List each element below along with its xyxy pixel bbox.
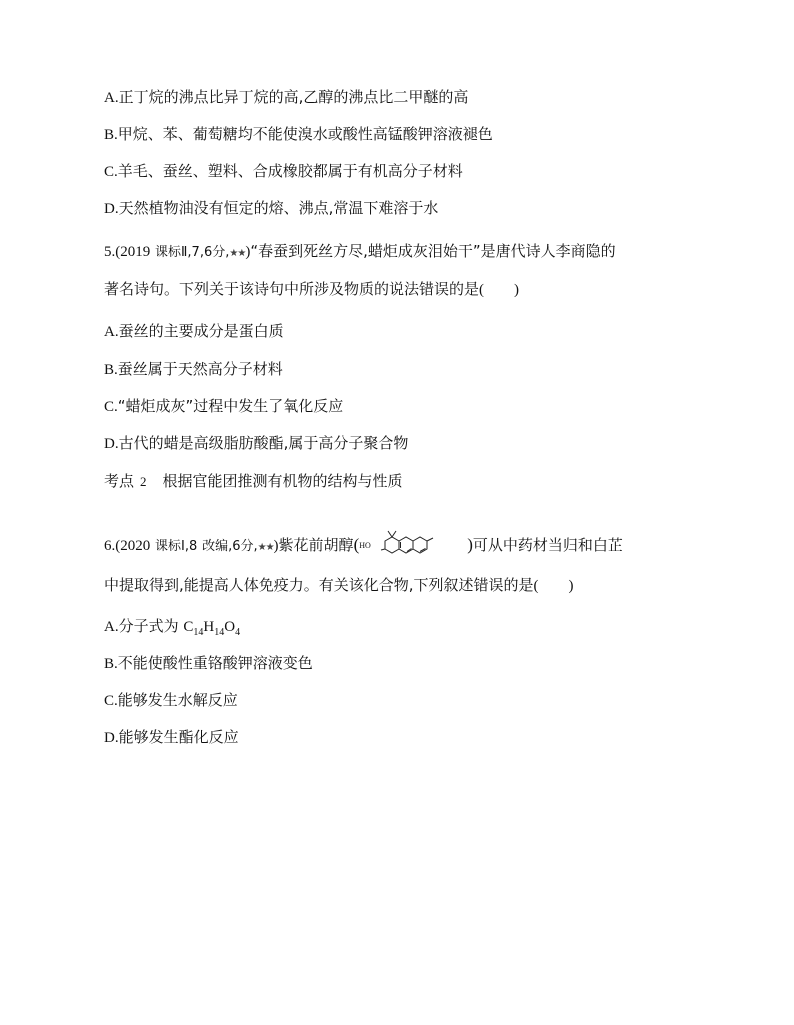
q4-option-d [104,198,438,219]
formula-element: H [203,619,215,635]
option-text: 羊毛、蚕丝、塑料、合成橡胶都属于有机高分子材料 [117,162,463,180]
option-text: 不能使酸性重铬酸钾溶液变色 [117,654,313,672]
question-text: 著名诗句。下列关于该诗句中所涉及物质的说法错误的是 [104,280,480,298]
option-letter: D. [104,201,119,217]
option-letter: B. [104,127,118,143]
option-letter: A. [104,619,119,635]
q5-stem-line2 [104,279,519,300]
difficulty-stars-icon: ★★ [257,542,274,553]
section-heading [104,471,403,492]
q4-option-a [104,87,468,108]
question-text: 可从中药材当归和白芷 [472,536,623,554]
source-exam: 课标Ⅰ,8 [155,539,198,554]
source-score-unit: 分, [240,539,258,554]
formula-subscript: 14 [193,627,204,638]
formula-subscript: 14 [214,627,225,638]
q6-stem-line1 [104,528,623,563]
source-year: (2019 [115,244,151,260]
option-text: 分子式为 [118,617,179,635]
answer-bracket-open: ( [479,282,485,298]
option-text: 能够发生水解反应 [117,691,238,709]
option-text: 蚕丝属于天然高分子材料 [117,360,283,378]
question-text: 中提取得到,能提高人体免疫力。有关该化合物,下列叙述错误的是 [104,576,534,594]
option-text: 蚕丝的主要成分是蛋白质 [118,322,284,340]
q4-option-c [104,161,463,182]
formula-element: O [224,619,236,635]
formula-element: C [183,619,194,635]
question-number: 5. [104,244,116,260]
q6-stem-line2 [104,575,574,596]
option-letter: B. [104,362,118,378]
option-text: 甲烷、苯、葡萄糖均不能使溴水或酸性高锰酸钾溶液褪色 [117,125,493,143]
source-exam: 课标Ⅱ,7,6 [155,245,213,260]
option-letter: C. [104,399,118,415]
section-label: 考点 [104,472,135,490]
q4-option-b [104,124,493,145]
q5-option-a [104,321,284,342]
source-close: ) [273,538,279,554]
structure-bracket-close: ) [467,535,473,554]
molecular-formula [183,619,241,638]
option-letter: D. [104,730,119,746]
option-letter: D. [104,436,119,452]
option-text: 天然植物油没有恒定的熔、沸点,常温下难溶于水 [118,199,439,217]
option-letter: B. [104,656,118,672]
source-score-unit: 分, [212,245,230,260]
q5-option-d [104,433,408,454]
option-letter: C. [104,693,118,709]
hydroxyl-label: HO [359,541,371,550]
option-text: 能够发生酯化反应 [118,728,239,746]
option-letter: C. [104,164,118,180]
answer-bracket-close: ) [568,578,574,594]
q5-option-c [104,396,343,417]
poem-text: “春蚕到死丝方尽,蜡炬成灰泪始干”是唐代诗人李商隐的 [250,242,616,260]
option-text: 正丁烷的沸点比异丁烷的高,乙醇的沸点比二甲醚的高 [118,88,469,106]
structure-bracket-open: ( [353,535,360,554]
difficulty-stars-icon: ★★ [229,248,246,259]
q5-stem-line1 [104,241,616,264]
option-letter: A. [104,90,119,106]
section-number: 2 [140,474,147,489]
q5-option-b [104,359,283,380]
question-number: 6. [104,538,116,554]
section-title: 根据官能团推测有机物的结构与性质 [162,472,403,490]
source-close: ) [245,244,251,260]
q6-option-a [104,616,240,637]
formula-subscript: 4 [235,627,241,638]
q6-option-c [104,690,238,711]
option-letter: A. [104,324,119,340]
compound-name: 紫花前胡醇 [278,536,354,554]
q6-option-d [104,727,239,748]
option-text: 古代的蜡是高级脂肪酸酯,属于高分子聚合物 [118,434,409,452]
source-year: (2020 [115,538,151,554]
q6-option-b [104,653,313,674]
option-text: “蜡炬成灰”过程中发生了氧化反应 [117,397,344,415]
answer-bracket-open: ( [533,578,539,594]
structure-formula-icon [359,528,467,563]
answer-bracket-close: ) [514,282,520,298]
source-adapted: 改编,6 [202,539,241,554]
